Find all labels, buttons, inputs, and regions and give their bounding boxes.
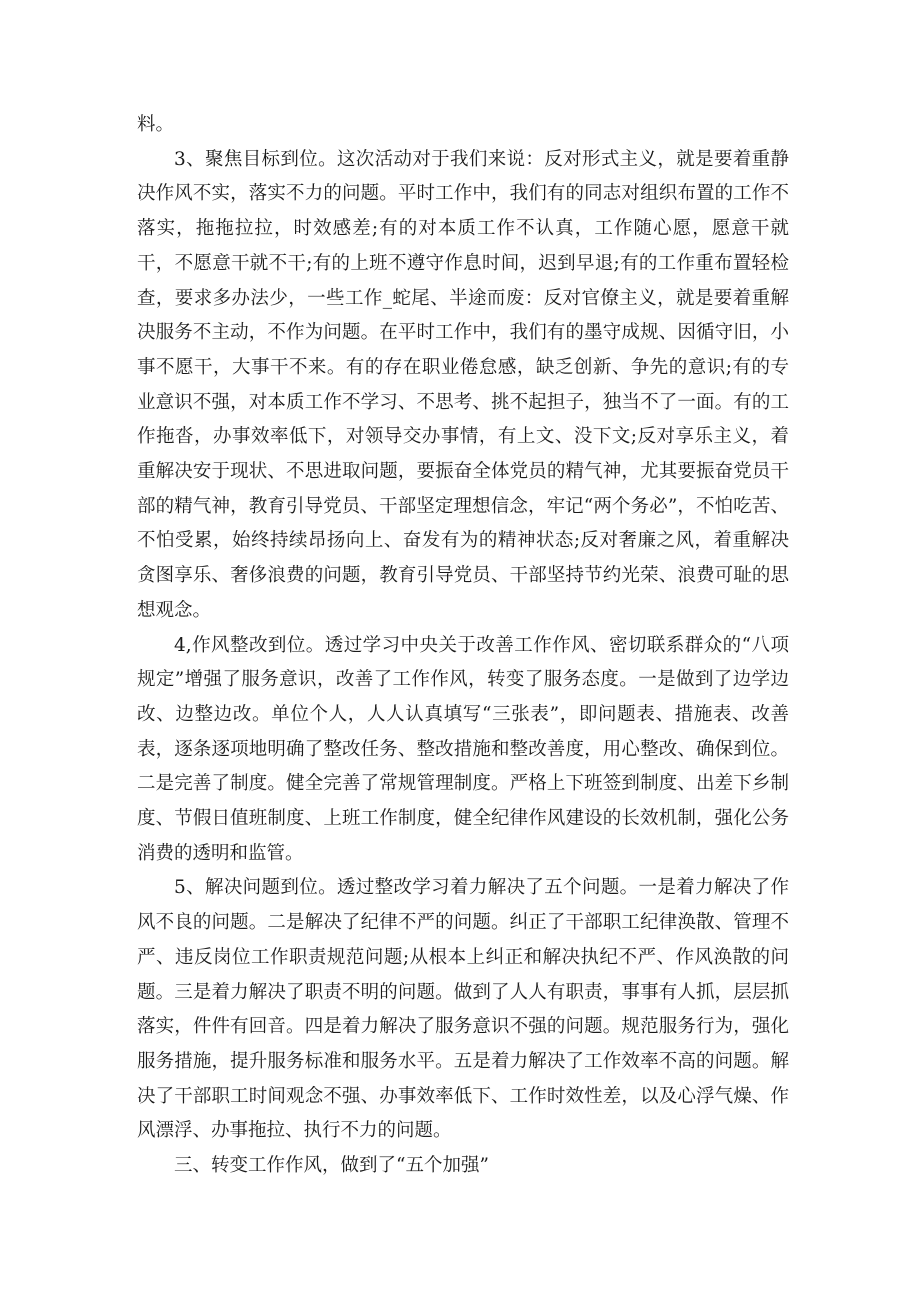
paragraph-problem-solving: 5、解决问题到位。透过整改学习着力解决了五个问题。一是着力解决了作风不良的问题。二是解决了纪律不严的问题。纠正了干部职工纪律涣散、管理不严、违反岗位工作职责规范问题;从根本上纠正和解决执纪不严、作风涣散的问题。三是着力解决了职责不明的问题。做到了人人有职责，事事有人抓，层层抓落实，件件有回音。四是着力解决了服务意识不强的问题。规范服务行为，强化服务措施，提升服务标准和服务水平。五是着力解决了工作效率不高的问题。解决了干部职工时间观念不强、办事效率低下、工作时效性差，以及心浮气燥、作风漂浮、办事拖拉、执行不力的问题。 — [137, 877, 789, 1142]
paragraph-focus-goals: 3、聚焦目标到位。这次活动对于我们来说：反对形式主义，就是要着重静决作风不实，落实不力的问题。平时工作中，我们有的同志对组织布置的工作不落实，拖拖拉拉，时效感差;有的对本质工作不认真，工作随心愿，愿意干就干，不愿意干就不干;有的上班不遵守作息时间，迟到早退;有的工作重布置轻检查，要求多办法少，一些工作_蛇尾、半途而废：反对官僚主义，就是要着重解决服务不主动，不作为问题。在平时工作中，我们有的墨守成规、因循守旧，小事不愿干，大事干不来。有的存在职业倦怠感，缺乏创新、争先的意识;有的专业意识不强，对本质工作不学习、不思考、挑不起担子，独当不了一面。有的工作拖沓，办事效率低下，对领导交办事情，有上文、没下文;反对享乐主义，着重解决安于现状、不思进取问题，要振奋全体党员的精气神，尤其要振奋党员干部的精气神，教育引导党员、干部坚定理想信念，牢记“两个务必”，不怕吃苦、不怕受累，始终持续昂扬向上、奋发有为的精神状态;反对奢廉之风，着重解决贪图享乐、奢侈浪费的问题，教育引导党员、干部坚持节约光荣、浪费可耻的思想观念。 — [137, 148, 789, 621]
document-body — [137, 108, 789, 1184]
paragraph-style-rectification: 4,作风整改到位。透过学习中央关于改善工作作风、密切联系群众的“八项规定”增强了服务意识，改善了工作作风，转变了服务态度。一是做到了边学边改、边整边改。单位个人，人人认真填写“三张表”，即问题表、措施表、改善表，逐条逐项地明确了整改任务、整改措施和整改善度，用心整改、确保到位。二是完善了制度。健全完善了常规管理制度。严格上下班签到制度、出差下乡制度、节假日值班制度、上班工作制度，健全纪律作风建设的长效机制，强化公务消费的透明和监管。 — [137, 634, 789, 864]
paragraph-continuation: 料。 — [137, 114, 175, 135]
section-heading: 三、转变工作作风，做到了“五个加强” — [174, 1155, 489, 1177]
